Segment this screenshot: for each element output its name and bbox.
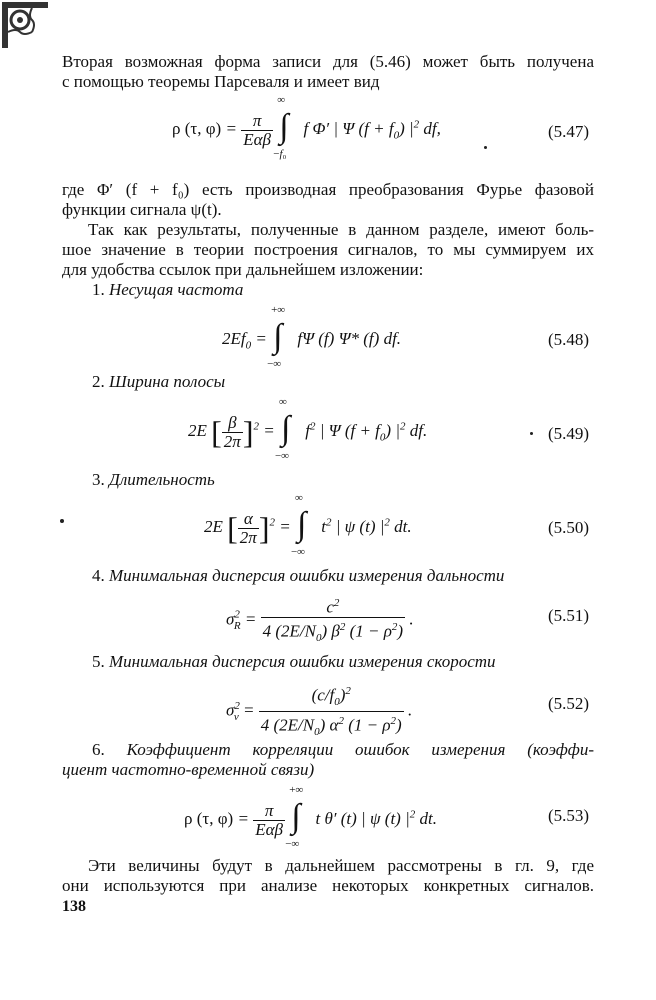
item-3-label: Длительность	[109, 470, 215, 489]
equation-5-52: $\sigma^2_v$ = $\frac{(c/f_0)^2}{4 (2E/N_0) \alpha^2 (1 - \rho^2)}$ .	[226, 682, 412, 741]
item-3-number: 3.	[92, 470, 105, 489]
item-4-label: Минимальная дисперсия ошибки измерения дальности	[109, 566, 505, 585]
equation-label-5-48: (5.48)	[548, 330, 590, 349]
after-547-line-1: где Φ′ (f + f₀) есть производная преобразования Фурье фазовой	[62, 180, 594, 199]
item-1-heading	[92, 280, 243, 300]
print-speck	[484, 146, 487, 149]
equation-5-49: 2E [ $\frac{\beta}{2\pi}$ ]$^2$ = ∞ ∫ −∞ $f^2$ | Ψ $(f + f_0)$ $|^2$ df.	[188, 396, 428, 462]
equation-5-48: $2Ef_0$ = +∞ ∫ −∞ fΨ (f) Ψ* (f) df.	[222, 304, 402, 370]
item-2-number: 2.	[92, 372, 105, 391]
equation-5-50: 2E [ $\frac{\alpha}{2\pi}$ ]$^2$ = ∞ ∫ −∞ $t^2$ | ψ (t) $|^2$ dt.	[204, 492, 412, 558]
page-number: 138	[62, 898, 86, 915]
print-speck	[530, 432, 533, 435]
equation-label-5-49: (5.49)	[548, 424, 590, 443]
equation-5-53: ρ (τ, φ) = $\frac{\pi}{\text{Eαβ}}$ +∞ ∫ −∞ t θ′ (t) | ψ (t) $|^2$ dt.	[184, 784, 437, 850]
equation-5-51: $\sigma^2_R$ = $\frac{c^2}{4 (2E/N_0) \beta^2 (1 - \rho^2)}$ .	[226, 594, 414, 647]
item-2-label: Ширина полосы	[109, 372, 226, 391]
closing-line-1: Эти величины будут в дальнейшем рассмотрены в гл. 9, где	[88, 856, 594, 875]
item-4-heading	[92, 566, 594, 586]
item-4-number: 4.	[92, 566, 105, 585]
item-1-label: Несущая частота	[109, 280, 244, 299]
item-3-heading	[92, 470, 215, 490]
equation-label-5-52: (5.52)	[548, 694, 590, 713]
equation-label-5-50: (5.50)	[548, 518, 590, 537]
equation-label-5-53: (5.53)	[548, 806, 590, 825]
equation-label-5-51: (5.51)	[548, 606, 590, 625]
item-6-number: 6.	[92, 740, 105, 759]
summary-line-2: шое значение в теории построения сигналов, то мы суммируем их	[62, 240, 594, 259]
print-speck	[60, 519, 64, 523]
intro-line-1: Вторая возможная форма записи для (5.46) может быть получена	[62, 52, 594, 71]
after-547-line-2: функции сигнала ψ(t).	[62, 200, 222, 219]
summary-line-3: для удобства ссылок при дальнейшем изложении:	[62, 260, 424, 279]
item-5-heading	[92, 652, 594, 672]
intro-line-2: с помощью теоремы Парсеваля и имеет вид	[62, 72, 380, 91]
item-6-label-line-1: Коэффициент корреляции ошибок измерения (коэффи-	[126, 740, 595, 759]
item-2-heading	[92, 372, 225, 392]
item-6-heading	[92, 740, 594, 760]
closing-line-2: они используются при анализе некоторых конкретных сигналов.	[62, 876, 594, 895]
equation-label-5-47: (5.47)	[548, 122, 590, 141]
item-1-number: 1.	[92, 280, 105, 299]
equation-5-47: ρ (τ, φ) = $\frac{\pi}{\text{Eαβ}}$ ∞ ∫ −f₀ f Φ′ | Ψ $(f + f_0)$ $|^2$ df,	[172, 94, 441, 160]
corner-ornament-icon	[2, 2, 48, 48]
item-5-label: Минимальная дисперсия ошибки измерения скорости	[109, 652, 496, 671]
summary-line-1: Так как результаты, полученные в данном разделе, имеют боль-	[88, 220, 594, 239]
item-6-label-line-2: циент частотно-временной связи)	[62, 760, 315, 779]
item-5-number: 5.	[92, 652, 105, 671]
